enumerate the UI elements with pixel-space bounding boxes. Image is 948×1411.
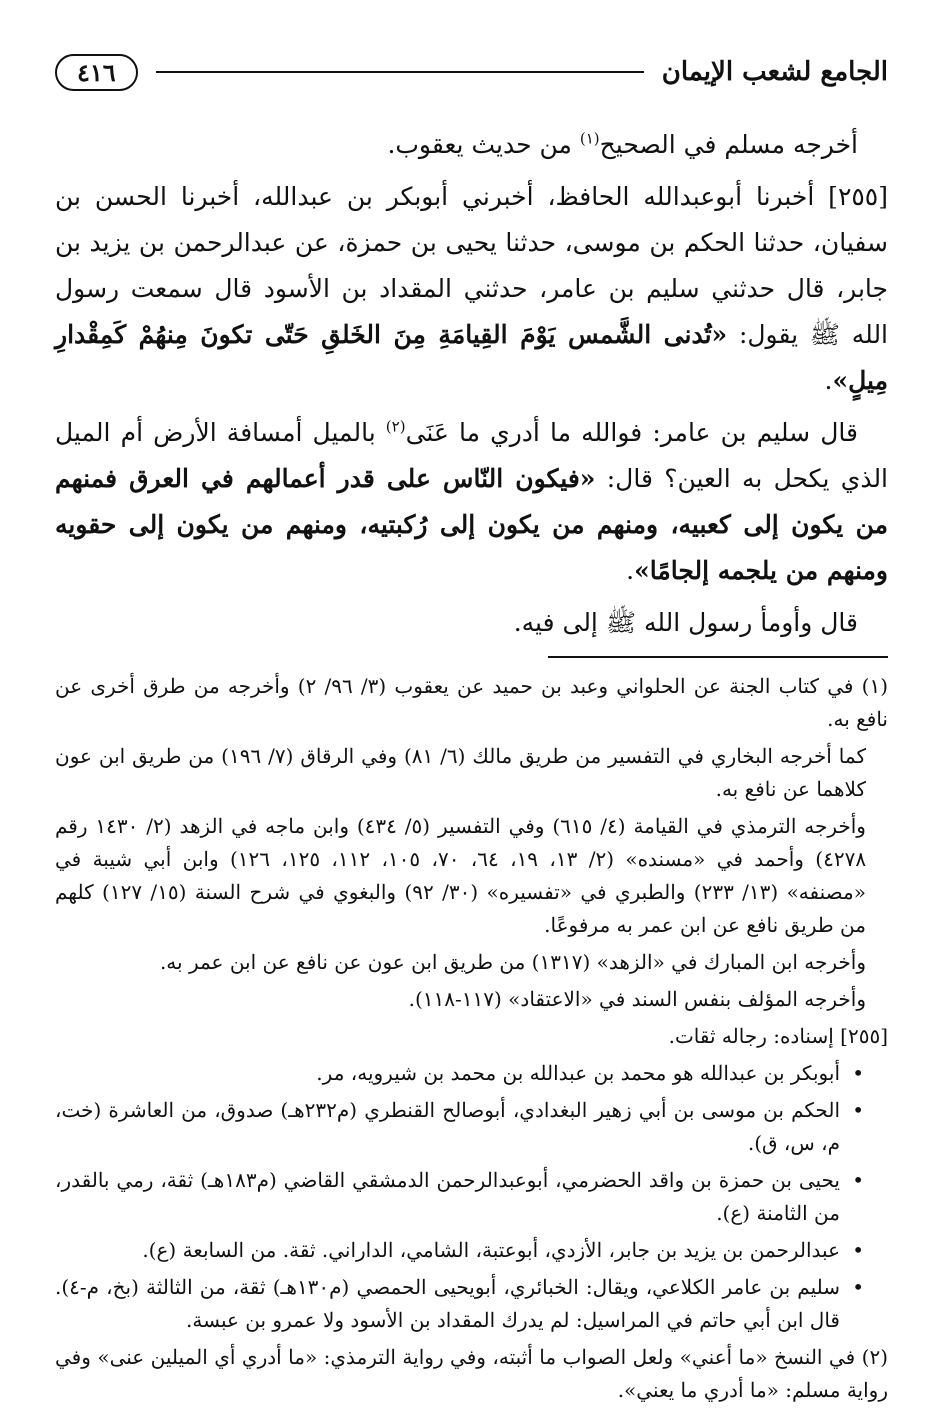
page-number: ٤١٦	[55, 54, 138, 91]
main-text	[55, 122, 888, 646]
isnad-text: [٢٥٥] أخبرنا أبوعبدالله الحافظ، أخبرني أبوبكر بن عبدالله، أخبرنا الحسن بن سفيان، حدثنا الحكم بن موسى، حدثنا يحيى بن حمزة، عن عبدالرحمن بن يزيد بن جابر، قال حدثني سليم بن عامر، حدثني المقداد بن الأسود قال سمعت رسول الله ﷺ يقول:	[55, 182, 889, 349]
footnote-divider	[548, 656, 888, 658]
bullet-icon: •	[852, 1275, 864, 1299]
bullet-icon: •	[852, 1098, 864, 1122]
bullet-icon: •	[852, 1168, 864, 1192]
list-item	[55, 1164, 866, 1230]
list-item	[55, 1271, 866, 1337]
bullet-icon: •	[852, 1061, 864, 1085]
narrator-list	[55, 1057, 888, 1337]
text: بالميل أمسافة الأرض أم الميل الذي يكحل به العين؟ قال:	[55, 418, 889, 493]
footnote-ref-1: (١)	[579, 129, 600, 148]
hadith-quote: «فيكون النّاس على قدر أعمالهم في العرق فمنهم من يكون إلى كعبيه، ومنهم من يكون إلى رُكبتيه، ومنهم من يكون إلى حقويه ومنهم من يلجمه إلجامًا»	[55, 464, 888, 585]
paragraph-1	[55, 122, 888, 168]
narrator-text: أبوبكر بن عبدالله هو محمد بن عبدالله بن محمد بن شيرويه، مر.	[316, 1061, 840, 1085]
footnotes	[55, 670, 888, 1407]
narrator-text: سليم بن عامر الكلاعي، ويقال: الخبائري، أبويحيى الحمصي (م١٣٠هـ) ثقة، من الثالثة (بخ، م-٤). قال ابن أبي حاتم في المراسيل: لم يدرك المقداد بن الأسود ولا عمرو بن عبسة.	[55, 1275, 840, 1332]
bullet-icon: •	[852, 1238, 864, 1262]
paragraph-4: قال وأومأ رسول الله ﷺ إلى فيه.	[513, 608, 858, 637]
running-header	[55, 40, 888, 104]
narrator-text: عبدالرحمن بن يزيد بن جابر، الأزدي، أبوعتبة، الشامي، الداراني. ثقة. من السابعة (ع).	[142, 1238, 840, 1262]
list-item	[55, 1057, 866, 1090]
narrator-text: الحكم بن موسى بن أبي زهير البغدادي، أبوصالح القنطري (م٢٣٢هـ) صدوق، من العاشرة (خت، م، س، ق).	[55, 1098, 840, 1155]
footnote-2: (٢) في النسخ «ما أعني» ولعل الصواب ما أثبته، وفي رواية الترمذي: «ما أدري أي الميلين عنى» وفي رواية مسلم: «ما أدري ما يعني».	[55, 1345, 888, 1402]
text: قال سليم بن عامر: فوالله ما أدري ما عَنَى	[405, 418, 858, 447]
text: من حديث يعقوب.	[387, 130, 580, 159]
footnote-1-continued: وأخرجه المؤلف بنفس السند في «الاعتقاد» (١١٧-١١٨).	[408, 987, 866, 1011]
hadith-255	[55, 174, 888, 404]
footnote-1-continued: وأخرجه الترمذي في القيامة (٤/ ٦١٥) وفي التفسير (٥/ ٤٣٤) وابن ماجه في الزهد (٢/ ١٤٣٠ رقم ٤٢٧٨) وأحمد في «مسنده» (٢/ ١٣، ١٩، ٦٤، ٧٠، ١٠٥، ١١٢، ١٢٥، ١٢٦) وابن أبي شيبة في «مصنفه» (١٣/ ٢٣٣) والطبري في «تفسيره» (٣٠/ ٩٢) والبغوي في شرح السنة (١٥/ ١٢٧) كلهم من طريق نافع عن ابن عمر به مرفوعًا.	[55, 814, 867, 937]
footnote-1-continued: وأخرجه ابن المبارك في «الزهد» (١٣١٧) من طريق ابن عون عن نافع عن ابن عمر به.	[159, 950, 866, 974]
list-item	[55, 1234, 866, 1267]
book-page	[55, 40, 888, 1411]
footnote-1-continued: كما أخرجه البخاري في التفسير من طريق مالك (٦/ ٨١) وفي الرقاق (٧/ ١٩٦) من طريق ابن عون كلاهما عن نافع به.	[55, 744, 866, 801]
book-title: الجامع لشعب الإيمان	[661, 57, 888, 87]
header-rule	[156, 71, 644, 73]
hadith-quote: «تُدنى الشَّمس يَوْمَ القِيامَةِ مِنَ الخَلقِ حَتّى تكونَ مِنهُمْ كَمِقْدارِ مِيلٍ»	[55, 320, 888, 395]
list-item	[55, 1094, 866, 1160]
text: .	[824, 366, 833, 395]
narrator-text: يحيى بن حمزة بن واقد الحضرمي، أبوعبدالرحمن الدمشقي القاضي (م١٨٣هـ) ثقة، رمي بالقدر، من الثامنة (ع).	[55, 1168, 840, 1225]
isnad-note: [٢٥٥] إسناده: رجاله ثقات.	[668, 1024, 888, 1048]
text: .	[626, 556, 635, 585]
footnote-ref-2: (٢)	[385, 417, 406, 436]
paragraph-3	[55, 410, 888, 594]
text: أخرجه مسلم في الصحيح	[599, 130, 858, 159]
footnote-1: (١) في كتاب الجنة عن الحلواني وعبد بن حميد عن يعقوب (٣/ ٩٦/ ٢) وأخرجه من طرق أخرى عن نافع به.	[55, 674, 888, 731]
